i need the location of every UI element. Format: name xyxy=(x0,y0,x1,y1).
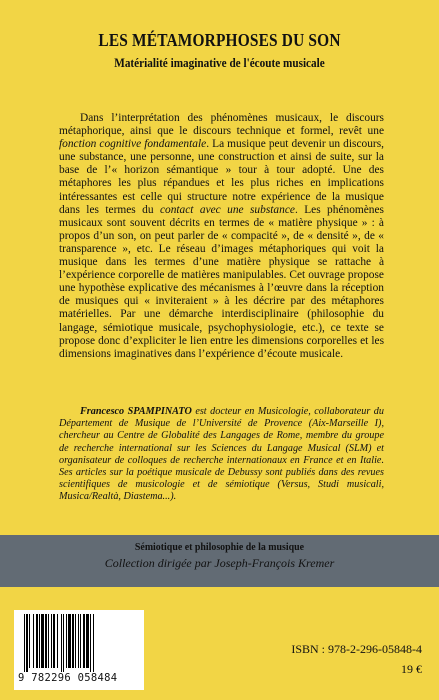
barcode xyxy=(14,610,144,690)
description-emphasis-2: contact avec une substance xyxy=(159,203,295,216)
description-emphasis-1: fonction cognitive fondamentale xyxy=(59,138,207,151)
barcode-bar xyxy=(75,614,76,668)
barcode-bar xyxy=(83,614,85,668)
book-subtitle: Matérialité imaginative de l'écoute musicale xyxy=(114,56,325,70)
description-part-1: Dans l’interprétation des phénomènes musicaux, le discours métaphorique, ainsi que le discours technique et formel, revêt une xyxy=(59,112,384,138)
barcode-bar xyxy=(33,614,34,668)
barcode-bar xyxy=(57,614,58,668)
barcode-bars xyxy=(22,614,136,672)
series-name: Sémiotique et philosophie de la musique xyxy=(134,541,305,553)
barcode-bar xyxy=(80,614,81,668)
barcode-bar xyxy=(93,614,94,672)
author-name: Francesco SPAMPINATO xyxy=(80,406,192,417)
description-part-2: . La musique peut devenir un discours, une substance, une personne, une construction et ainsi de suite, sur la base de l’« horizon sémantique » tour à tour adopté. Une des métaphores les plus répandues et les plus riches en implications intéressantes est celle qui structure notre expérience de la musique dans les termes du xyxy=(59,138,384,216)
barcode-bar xyxy=(68,614,71,668)
barcode-bar xyxy=(53,614,55,668)
barcode-bar xyxy=(24,614,25,672)
book-title: LES MÉTAMORPHOSES DU SON xyxy=(98,30,341,50)
barcode-bar xyxy=(29,614,30,668)
barcode-bar xyxy=(36,614,38,668)
barcode-bar xyxy=(61,614,62,672)
description-part-3: . Les phénomènes musicaux sont souvent décrits en termes de « matière physique » : à propos d’un son, on peut parler de « compacité », de « densité », de « transparence », etc. Le réseau d’images métaphoriques qui voit la musique dans les termes d’une matière physique se rattache à l’expérience corporelle de matières manipulables. Cet ouvrage propose une hypothèse explicative des mécanismes à l’œuvre dans la réception de musiques qui « inviteraient » à les décrire par des métaphores matérielles. Par une démarche interdisciplinaire (philosophie du langage, sémiotique musicale, psychophysiologie, etc.), ce texte se propose donc d’expliciter le lien entre les dimensions corporelles et les dimensions imaginatives dans l’expérience d’écoute musicale. xyxy=(59,203,384,360)
author-bio-text: est docteur en Musicologie, collaborateur du Département de Musique de l’Université de Provence (Aix-Marseille I), chercheur au Centre de Globalité des Langages de Rome, membre du groupe de recherche international sur les Sciences du Langage Musical (SLM) et organisateur de colloques de recherche internationaux en France et en Italie. Ses articles sur la poétique musicale de Debussy sont publiés dans des revues scientifiques de musicologie et de sémiotique (Versus, Studi musicali, Musica/Realtà, Diastema...). xyxy=(59,406,384,503)
barcode-bar xyxy=(72,614,74,668)
barcode-bar xyxy=(51,614,52,668)
barcode-digits: 9 782296 058484 xyxy=(18,672,118,684)
collection-editor: Collection dirigée par Joseph-François Kremer xyxy=(104,556,335,570)
isbn-number: ISBN : 978-2-296-05848-4 xyxy=(291,642,422,656)
barcode-bar xyxy=(45,614,47,668)
author-bio xyxy=(59,406,384,504)
barcode-bar xyxy=(26,614,28,672)
price: 19 € xyxy=(401,662,422,676)
barcode-bar xyxy=(63,614,64,672)
barcode-bar xyxy=(48,614,49,668)
barcode-bar xyxy=(39,614,40,668)
barcode-bar xyxy=(78,614,79,668)
barcode-bar xyxy=(66,614,67,668)
barcode-bar xyxy=(90,614,91,672)
barcode-bar xyxy=(41,614,44,668)
barcode-bar xyxy=(86,614,89,668)
book-description xyxy=(59,112,384,361)
